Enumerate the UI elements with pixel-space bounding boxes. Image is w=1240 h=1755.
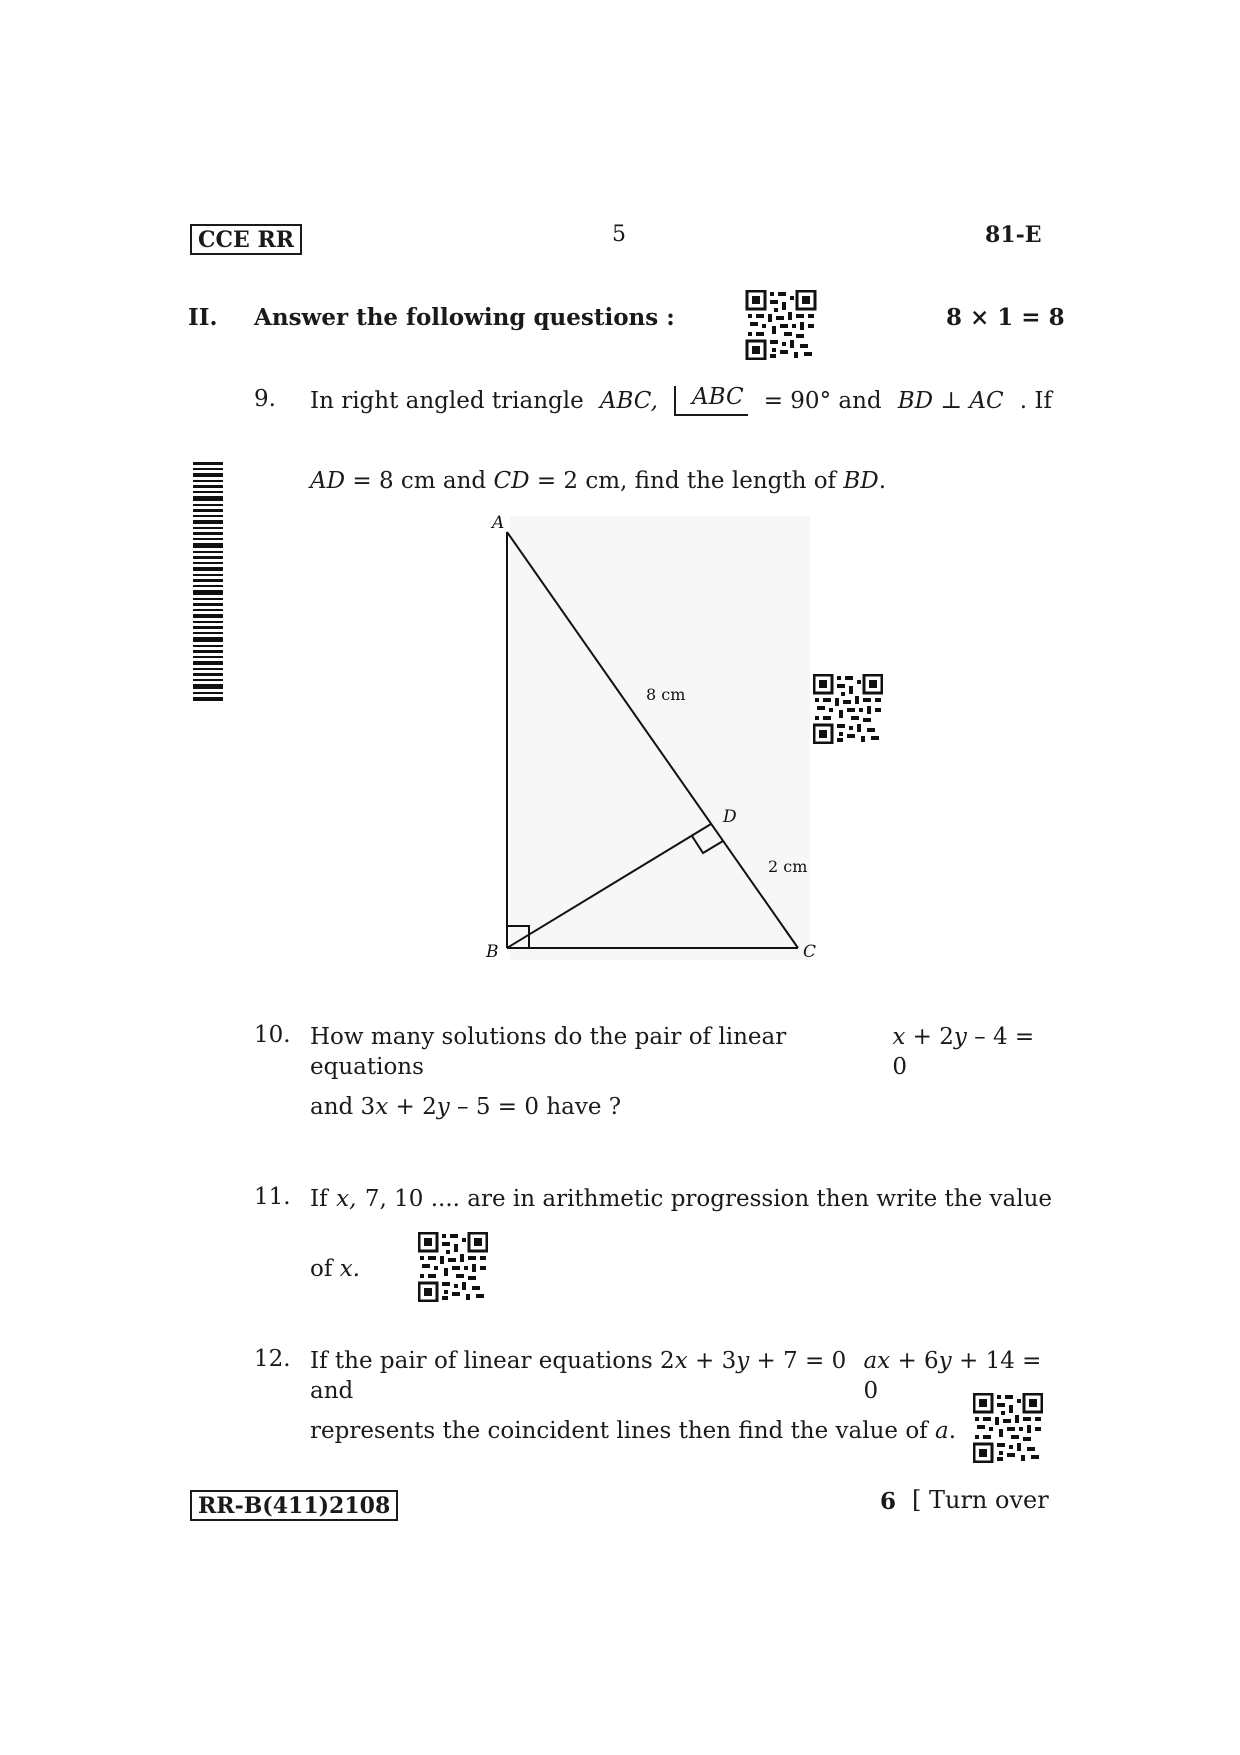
q9-text: In right angled triangle	[310, 388, 584, 414]
question-9-line-1	[310, 386, 1052, 416]
question-10-line-2	[310, 1092, 621, 1122]
question-11-number: 11.	[254, 1184, 291, 1210]
question-11-line-1	[310, 1184, 1052, 1214]
q12-coef: + 3	[694, 1348, 737, 1374]
q9-angle-value: = 90° and	[763, 388, 882, 414]
q11-if: If	[310, 1186, 328, 1212]
vertex-d-label: D	[723, 807, 737, 827]
q12-and: + 7 = 0 and	[310, 1348, 847, 1404]
q12-rest: + 14 = 0	[863, 1348, 1042, 1404]
paper-code: 81-E	[985, 222, 1042, 248]
q10-equation-1	[892, 1022, 1052, 1082]
q9-perpendicular: BD ⊥ AC	[897, 388, 1004, 414]
qr-code-q11	[418, 1232, 488, 1302]
q12-text: If the pair of linear equations 2	[310, 1348, 675, 1374]
q12-x: x	[674, 1348, 688, 1374]
vertex-b-label: B	[486, 942, 499, 962]
q11-text: 7, 10 .... are in arithmetic progression then write the value	[364, 1186, 1052, 1212]
q12-coef2: + 6	[897, 1348, 939, 1374]
q10-text: How many solutions do the pair of linear equations	[310, 1024, 787, 1080]
question-12-line-1	[310, 1346, 1052, 1406]
q12-y2: y	[938, 1348, 952, 1374]
section-title: Answer the following questions :	[254, 304, 675, 331]
q9-ad: AD	[310, 468, 346, 494]
q9-if: . If	[1019, 388, 1052, 414]
q9-angle-label: ABC	[692, 384, 744, 410]
q12-y: y	[736, 1348, 750, 1374]
question-10-number: 10.	[254, 1022, 291, 1048]
q9-cd-value: = 2 cm, find the length of	[536, 468, 837, 494]
q10-and: and 3	[310, 1094, 376, 1120]
q10-eq1-coef: + 2	[912, 1024, 954, 1050]
q10-eq2-rest: – 5 = 0 have ?	[457, 1094, 622, 1120]
q9-cd: CD	[493, 468, 530, 494]
page-number: 5	[612, 222, 626, 247]
q12-period: .	[948, 1418, 957, 1444]
q10-eq2-coef: + 2	[395, 1094, 437, 1120]
q10-eq1-x: x	[892, 1024, 906, 1050]
question-9-line-2	[310, 466, 886, 496]
section-numeral: II.	[188, 304, 218, 331]
q11-x: x,	[336, 1186, 357, 1212]
question-12-line-2	[310, 1416, 956, 1446]
q12-part-2	[863, 1346, 1052, 1406]
vertex-a-label: A	[492, 513, 505, 533]
q10-eq2-y: y	[436, 1094, 450, 1120]
footer-code-box: RR-B(411)2108	[190, 1490, 398, 1521]
q12-ax: ax	[863, 1348, 891, 1374]
q9-period: .	[878, 468, 887, 494]
section-marks: 8 × 1 = 8	[946, 304, 1065, 331]
vertex-c-label: C	[803, 942, 817, 962]
q10-eq1-y: y	[953, 1024, 967, 1050]
q12-part-1	[310, 1346, 863, 1406]
q9-ad-value: = 8 cm and	[352, 468, 487, 494]
barcode	[193, 462, 223, 702]
q12-a: a	[935, 1418, 949, 1444]
q10-eq2-x: x	[375, 1094, 389, 1120]
q9-bd: BD	[843, 468, 879, 494]
qr-code-section	[745, 290, 817, 360]
length-dc-label: 2 cm	[768, 857, 808, 876]
q12-text-2: represents the coincident lines then find the value of	[310, 1418, 928, 1444]
question-9-number: 9.	[254, 386, 276, 412]
triangle-figure	[480, 508, 840, 968]
turn-over-text: [ Turn over	[912, 1486, 1049, 1514]
angle-symbol	[674, 386, 748, 416]
q11-x-end: x.	[339, 1256, 360, 1282]
question-10-line-1	[310, 1022, 1052, 1082]
footer-page-count: 6	[880, 1488, 897, 1515]
figure-background	[510, 516, 810, 960]
q10-eq1-rest: – 4 = 0	[892, 1024, 1035, 1080]
q9-triangle: ABC,	[599, 388, 658, 414]
question-12-number: 12.	[254, 1346, 291, 1372]
q11-of: of	[310, 1256, 333, 1282]
question-11-line-2	[310, 1254, 360, 1284]
length-ad-label: 8 cm	[646, 685, 686, 704]
header-code-box: CCE RR	[190, 224, 302, 255]
